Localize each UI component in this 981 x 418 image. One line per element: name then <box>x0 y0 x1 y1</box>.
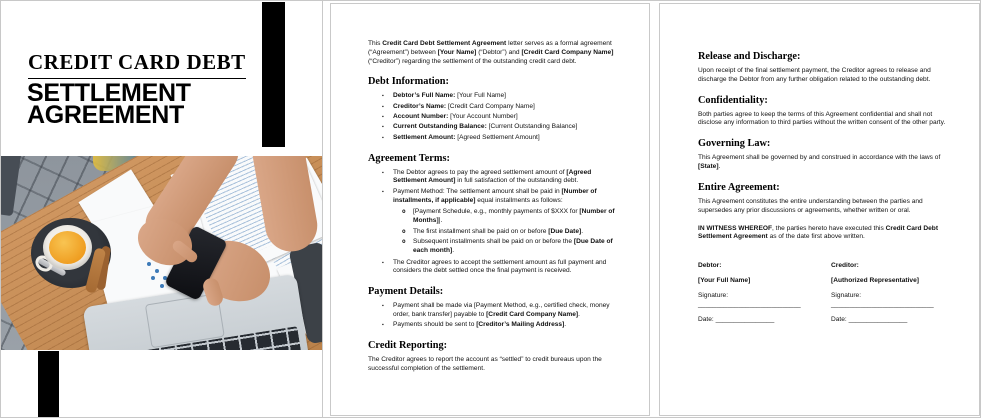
debtor-signature-column <box>698 262 831 331</box>
list-item <box>382 188 619 206</box>
cover-title <box>27 79 191 129</box>
list-item-text: The Creditor agrees to accept the settlement amount as full payment and considers the debt settled once the final payment is received. <box>393 258 607 275</box>
list-item <box>382 321 619 330</box>
list-item-text: Payment shall be made via [Payment Method, e.g., certified check, money order, bank transfer] payable to [Credit Card Company Name]. <box>393 302 610 319</box>
section-heading-release: Release and Discharge: <box>698 51 801 62</box>
sub-bullet-icon: o <box>402 208 406 216</box>
list-item <box>402 208 619 226</box>
sub-bullet-icon: o <box>402 227 406 235</box>
confidentiality-paragraph: Both parties agree to keep the terms of this Agreement confidential and shall not disclose any information to third parties without the written consent of the other party. <box>698 110 946 127</box>
photo-dark-object <box>1 156 21 216</box>
signature-block <box>698 262 947 331</box>
list-item-text: Settlement Amount: [Agreed Settlement Amount] <box>393 133 540 141</box>
list-item <box>402 228 619 237</box>
creditor-name-placeholder: [Authorized Representative] <box>831 277 919 285</box>
payment-details-list <box>368 302 619 330</box>
cover-kicker: CREDIT CARD DEBT <box>28 50 246 79</box>
list-item-text: The Debtor agrees to pay the agreed settlement amount of [Agreed Settlement Amount] in full satisfaction of the outstanding debt. <box>393 168 592 185</box>
bullet-icon: ▪ <box>382 114 384 121</box>
cover-page[interactable] <box>1 1 323 417</box>
list-item-text: Current Outstanding Balance: [Current Outstanding Balance] <box>393 123 578 131</box>
section-heading-debt-information: Debt Information: <box>368 76 449 88</box>
section-heading-entire-agreement: Entire Agreement: <box>698 181 780 193</box>
list-item <box>382 169 619 187</box>
entire-agreement-paragraph: This Agreement constitutes the entire understanding between the parties and supersedes any prior discussions or agreements, whether written or oral. <box>698 197 923 214</box>
list-item <box>382 302 619 320</box>
photo-route-dots <box>147 262 151 266</box>
list-item-text: The first installment shall be paid on or before [Due Date]. <box>413 227 584 235</box>
debtor-signature-line: Signature: ____________________________ <box>698 292 801 308</box>
list-item-text: Payment Method: The settlement amount shall be paid in [Number of installments, if applicable] equal installments as follows: <box>393 187 597 204</box>
list-item <box>402 238 619 256</box>
list-item <box>382 259 619 277</box>
list-item-text: Debtor’s Full Name: [Your Full Name] <box>393 92 506 100</box>
bullet-icon: ▪ <box>382 124 384 131</box>
bullet-icon: ▪ <box>382 322 384 329</box>
bullet-icon: ▪ <box>382 134 384 141</box>
creditor-role-label: Creditor: <box>831 262 859 270</box>
bullet-icon: ▪ <box>382 303 384 310</box>
top-accent-bar <box>262 2 285 147</box>
bullet-icon: ▪ <box>382 259 384 266</box>
bullet-icon: ▪ <box>382 103 384 110</box>
bullet-icon: ▪ <box>382 188 384 195</box>
debtor-date-line: Date: ________________ <box>698 316 775 324</box>
agreement-terms-list <box>368 169 619 206</box>
bottom-accent-bar <box>38 351 59 417</box>
list-item-text: Subsequent installments shall be paid on or before the [Due Date of each month]. <box>413 237 613 254</box>
section-heading-governing-law: Governing Law: <box>698 138 771 150</box>
list-item <box>382 123 619 132</box>
coffee-tea <box>49 231 86 264</box>
list-item <box>382 92 619 101</box>
intro-paragraph: This Credit Card Debt Settlement Agreement letter serves as a formal agreement (“Agreement”) between [Your Name] (“Debtor”) and [Credit Card Company Name] (“Creditor”) regarding the settlement of the outstanding credit card debt. <box>368 40 614 65</box>
section-heading-credit-reporting: Credit Reporting: <box>368 340 448 352</box>
section-heading-payment-details: Payment Details: <box>368 286 444 298</box>
list-item-text: Creditor’s Name: [Credit Card Company Name] <box>393 102 535 110</box>
cover-title-line2: AGREEMENT <box>27 101 185 129</box>
witness-paragraph: IN WITNESS WHEREOF, the parties hereto have executed this Credit Card Debt Settlement Agreement as of the date first above written. <box>698 224 939 241</box>
creditor-signature-column <box>831 262 947 331</box>
cover-photo <box>1 156 323 350</box>
list-item <box>382 113 619 122</box>
page-2[interactable] <box>330 3 650 416</box>
governing-law-paragraph: This Agreement shall be governed by and construed in accordance with the laws of [State]. <box>698 154 941 171</box>
page-3[interactable] <box>659 3 980 416</box>
debt-information-list <box>368 92 619 142</box>
list-item <box>382 134 619 143</box>
creditor-signature-line: Signature: ____________________________ <box>831 292 934 308</box>
debtor-name-placeholder: [Your Full Name] <box>698 277 751 285</box>
list-item-text: Payments should be sent to [Creditor’s Mailing Address]. <box>393 321 567 329</box>
agreement-terms-sublist <box>368 208 619 255</box>
bullet-icon: ▪ <box>382 169 384 176</box>
section-heading-agreement-terms: Agreement Terms: <box>368 152 450 164</box>
creditor-date-line: Date: ________________ <box>831 316 908 324</box>
section-heading-confidentiality: Confidentiality: <box>698 94 768 106</box>
credit-reporting-paragraph: The Creditor agrees to report the account as “settled” to credit bureaus upon the successful completion of the settlement. <box>368 356 602 373</box>
list-item-text: Account Number: [Your Account Number] <box>393 113 518 121</box>
agreement-terms-list-cont <box>368 259 619 277</box>
debtor-role-label: Debtor: <box>698 262 722 270</box>
list-item <box>382 103 619 112</box>
list-item-text: [Payment Schedule, e.g., monthly payments of $XXX for [Number of Months]]. <box>413 208 615 225</box>
bullet-icon: ▪ <box>382 93 384 100</box>
sub-bullet-icon: o <box>402 237 406 245</box>
release-paragraph: Upon receipt of the final settlement payment, the Creditor agrees to release and discharge the Debtor from any further obligation related to the outstanding debt. <box>698 67 931 83</box>
cover-title-line1: SETTLEMENT <box>27 79 191 107</box>
